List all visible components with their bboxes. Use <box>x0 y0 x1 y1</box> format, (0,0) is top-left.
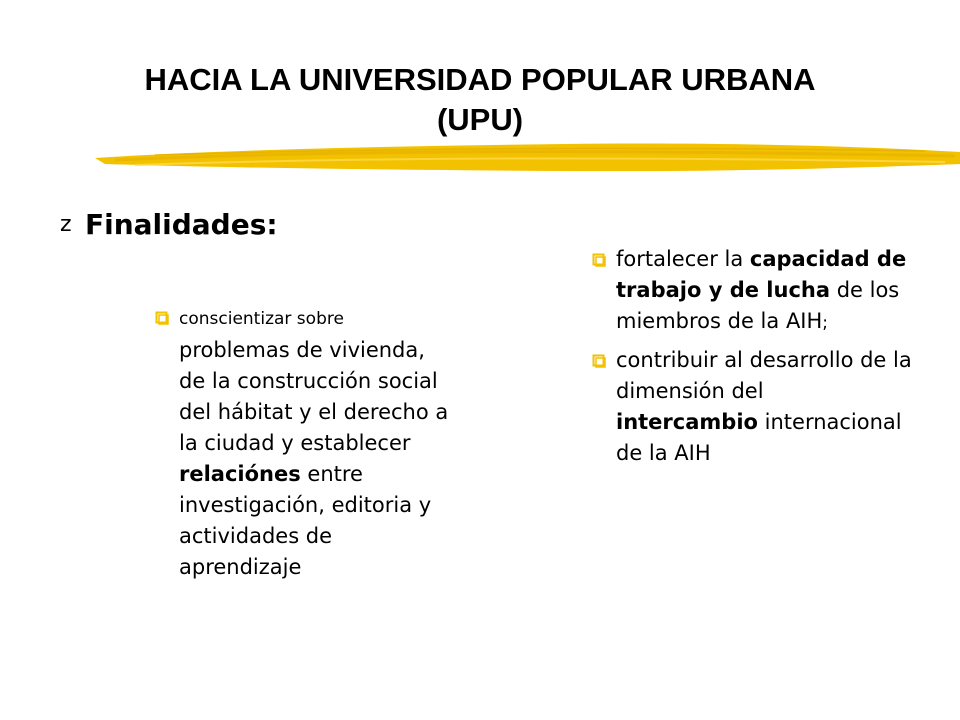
list-item <box>592 345 912 469</box>
list-item <box>155 302 455 583</box>
item-intro: conscientizar sobre <box>179 309 344 329</box>
checkbox-bullet-icon <box>155 311 169 325</box>
list-item <box>592 244 912 339</box>
right-column <box>592 244 912 475</box>
item-bold: relaciónes <box>179 462 301 486</box>
checkbox-bullet-icon <box>592 253 606 267</box>
z-bullet-icon: z <box>60 212 72 237</box>
item-text-end: de los miembros de la AIH <box>616 278 900 333</box>
page-title <box>60 60 900 140</box>
yellow-brush-stroke <box>95 138 960 188</box>
item-text: fortalecer la <box>616 247 744 271</box>
item-text: problemas de vivienda, de la construcción social del hábitat y el derecho a la ciudad y establecer <box>179 338 449 455</box>
finalidades-heading <box>60 208 278 242</box>
heading-text: Finalidades: <box>85 208 278 241</box>
item-bold: capacidad de trabajo y de lucha <box>616 247 907 302</box>
title-line-1: HACIA LA UNIVERSIDAD POPULAR URBANA <box>144 62 816 97</box>
item-bold: intercambio <box>616 410 758 434</box>
item-text-end: internacional de la AIH <box>616 410 902 465</box>
left-column <box>155 302 455 589</box>
item-text-end: entre investigación, editoria y actividades de aprendizaje <box>179 462 432 579</box>
item-text: contribuir al desarrollo de la dimensión del <box>616 348 912 403</box>
title-line-2: (UPU) <box>436 102 524 137</box>
checkbox-bullet-icon <box>592 354 606 368</box>
item-punct: ; <box>822 313 829 333</box>
